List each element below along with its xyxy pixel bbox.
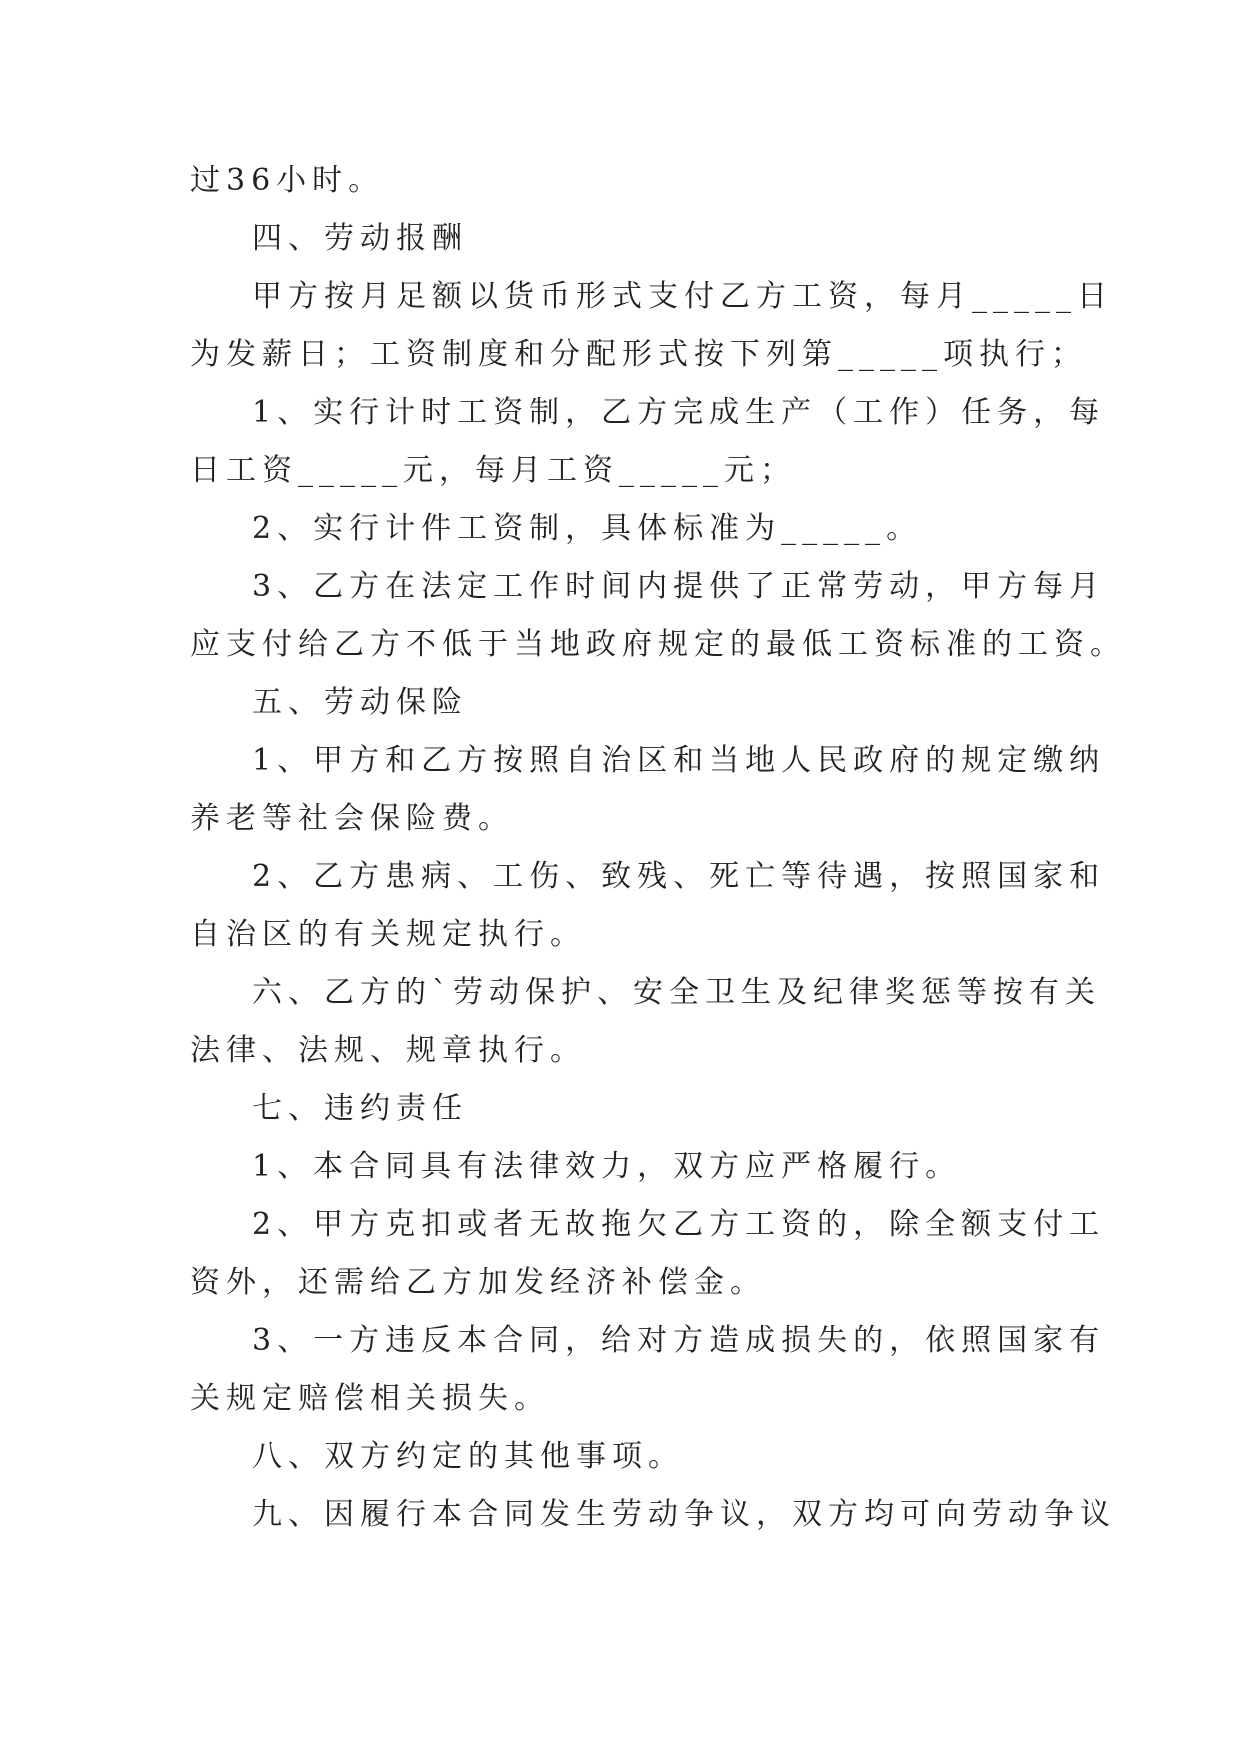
paragraph-line: 3、一方违反本合同，给对方造成损失的，依照国家有 xyxy=(252,1323,1106,1358)
paragraph-line: 关规定赔偿相关损失。 xyxy=(190,1381,550,1416)
section-heading-liability: 七、违约责任 xyxy=(252,1091,468,1126)
section-heading-disputes: 九、因履行本合同发生劳动争议，双方均可向劳动争议 xyxy=(252,1497,1116,1532)
paragraph-line: 日工资_____元，每月工资_____元； xyxy=(190,453,796,488)
section-heading-insurance: 五、劳动保险 xyxy=(252,685,468,720)
paragraph-line: 过36小时。 xyxy=(190,163,385,198)
paragraph-line: 应支付给乙方不低于当地政府规定的最低工资标准的工资。 xyxy=(190,627,1126,662)
paragraph-line: 1、实行计时工资制，乙方完成生产（工作）任务，每 xyxy=(252,395,1106,430)
paragraph-line: 3、乙方在法定工作时间内提供了正常劳动，甲方每月 xyxy=(252,569,1106,604)
paragraph-line: 自治区的有关规定执行。 xyxy=(190,917,586,952)
paragraph-line: 1、甲方和乙方按照自治区和当地人民政府的规定缴纳 xyxy=(252,743,1106,778)
paragraph-line: 2、甲方克扣或者无故拖欠乙方工资的，除全额支付工 xyxy=(252,1207,1106,1242)
paragraph-line: 1、本合同具有法律效力，双方应严格履行。 xyxy=(252,1149,962,1184)
paragraph-line: 为发薪日；工资制度和分配形式按下列第_____项执行； xyxy=(190,337,1087,372)
section-heading-remuneration: 四、劳动报酬 xyxy=(252,221,468,256)
paragraph-line: 2、乙方患病、工伤、致残、死亡等待遇，按照国家和 xyxy=(252,859,1106,894)
section-heading-other-matters: 八、双方约定的其他事项。 xyxy=(252,1439,684,1474)
document-body xyxy=(190,152,1126,1544)
paragraph-line: 养老等社会保险费。 xyxy=(190,801,514,836)
paragraph-line: 法律、法规、规章执行。 xyxy=(190,1033,586,1068)
paragraph-line: 甲方按月足额以货币形式支付乙方工资，每月_____日 xyxy=(252,279,1113,314)
paragraph-line: 2、实行计件工资制，具体标准为_____。 xyxy=(252,511,923,546)
section-heading-protection: 六、乙方的`劳动保护、安全卫生及纪律奖惩等按有关 xyxy=(252,975,1101,1010)
paragraph-line: 资外，还需给乙方加发经济补偿金。 xyxy=(190,1265,766,1300)
